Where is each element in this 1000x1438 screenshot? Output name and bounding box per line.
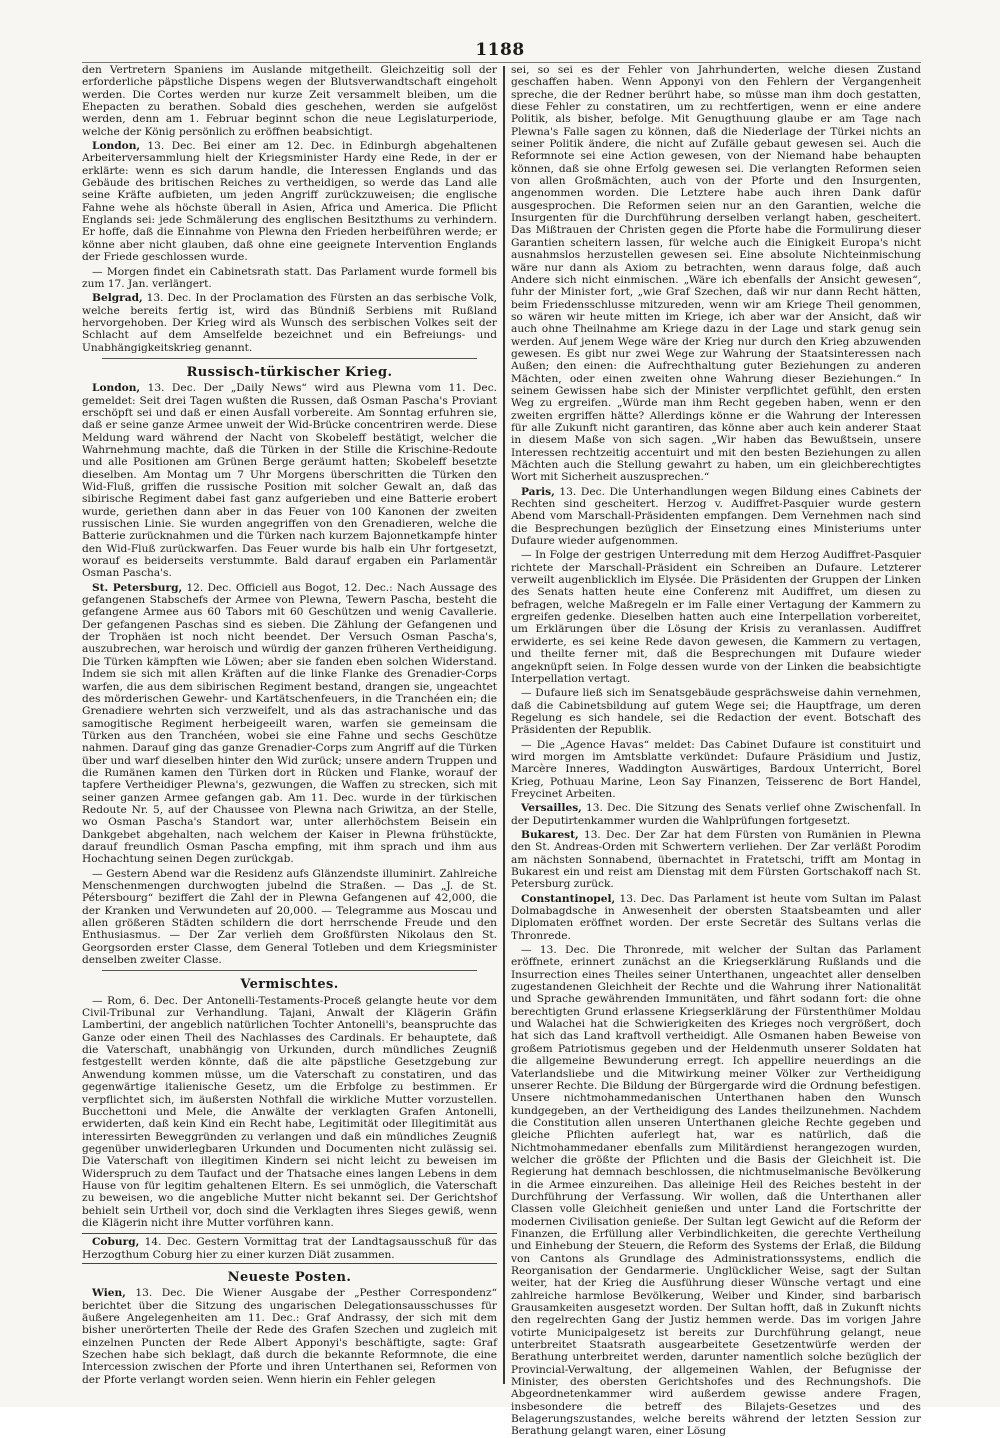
article-paris-text: 13. Dec. Die Unterhandlungen wegen Bildung eines Cabinets der Rechten sind gescheitert. Herzog v. Audiffret-Pasquier wurde gestern Abend vom Marschall-Präsidenten empfangen. Dem Vernehmen nach sind die Besprechungen bezüglich der Einsetzung eines Ministeriums unter Dufaure wieder aufgenommen. bbox=[511, 485, 921, 548]
page-number: 1188 bbox=[475, 40, 525, 60]
dateline-constantinopel: Constantinopel, bbox=[521, 892, 616, 905]
article-petersburg-text: 12. Dec. Officiell aus Bogot, 12. Dec.: Nach Aussage des gefangenen Stabschefs der Armee von Plewna, Tewern Pascha, besteht die gefangene Armee aus 60 Tabors mit 60 Geschützen und wenig Cavallerie. Der gefangenen Paschas sind es sieben. Die Zählung der Gefangenen und der Trophäen ist noch nicht beendet. Der Versuch Osman Pascha's, auszubrechen, war heroisch und würdig der ganzen früheren Vertheidigung. Die Türken kämpften wie Löwen; aber sie fanden eben solchen Widerstand. Indem sie sich mit allen Kräften auf die linke Flanke des Grenadier-Corps warfen, die aus dem sibirischen Regiment bestand, drangen sie, ungeachtet des mörderischen Gewehr- und Kartätschenfeuers, in die Tranchéen ein; die Grenadiere wehrten sich verzweifelt, und als das astrachanische und das samogitische Regiment herbeigeeilt waren, warfen sie gemeinsam die Türken aus den Tranchéen, wobei sie eine Fahne und sechs Geschütze nahmen. Darauf ging das ganze Grenadier-Corps zum Angriff auf die Türken über und warf dieselben hinter den Wid zurück; unsere andern Truppen und die Rumänen kamen den Türken dort in Rücken und Flanke, worauf der tapfere Vertheidiger Plewna's, gezwungen, die Waffen zu strecken, sich mit seiner ganzen Armee gefangen gab. Am 11. Dec. wurde in der türkischen Redoute Nr. 5, auf der Chaussee von Plewna nach Griwitza, an der Stelle, wo Osman Pascha's Standort war, unter allerhöchstem Beisein ein Dankgebet abgehalten, nach welchem der Kaiser in Plewna frühstückte, darauf freundlich Osman Pascha empfing, mit ihm sprach und ihm aus Hochachtung seinen Degen zurückgab. bbox=[82, 581, 498, 866]
article-petersburg-note: — Gestern Abend war die Residenz aufs Glänzendste illuminirt. Zahlreiche Menschenmengen durchwogten jubelnd die Straßen. — Das „J. de St. Pétersbourg“ beziffert die Zahl der in Plewna Gefangenen auf 42,000, die der Kranken und Verwundeten auf 20,000. — Telegramme aus Moscau und allen größeren Städten schildern die dort herrschende Freude und den Enthusiasmus. — Der Zar verlieh dem Großfürsten Nikolaus den St. Georgsorden erster Classe, dem General Totleben und dem Kriegsminister denselben zweiter Classe. bbox=[82, 867, 497, 967]
article-versailles bbox=[511, 802, 921, 827]
section-heading-news: Neueste Posten. bbox=[227, 1269, 352, 1285]
dateline-london: London, bbox=[92, 140, 141, 153]
article-constantinopel-2: — 13. Dec. Die Thronrede, mit welcher der Sultan das Parlament eröffnete, erinnert zunächst an die Kriegserklärung Rußlands und die Insurrection eines Theiles seiner Unterthanen, ungeachtet aller denselben zugestandenen Gleichheit der Rechte und die Wahrung ihrer Nationalität und Sprache gewährenden Immunitäten, und fährt sodann fort: die ohne berechtigten Grund erlassene Kriegserklärung der Fürstenthümer Moldau und Walachei hat die Schwierigkeiten des Krieges noch vergrößert, doch hat sich das Land kraftvoll vertheidigt. Alle Osmanen haben Beweise von großem Patriotismus gegeben und der Heldenmuth unserer Soldaten hat die allgemeine Bewunderung erregt. Ich appellire neuerdings an die Vaterlandsliebe und die Mitwirkung meiner Völker zur Vertheidigung unserer Rechte. Die Bildung der Bürgergarde wird die Ordnung befestigen. Unsere nichtmohammedanischen Unterthanen haben den Wunsch kundgegeben, an der Vertheidigung des Landes theilzunehmen. Nachdem die Constitution allen unseren Unterthanen gleiche Rechte gegeben und gleiche Pflichten auferlegt hat, war es natürlich, daß die Nichtmohammedaner ebenfalls zum Militärdienst herangezogen wurden, welcher die größte der Pflichten und die Basis der Gleichheit ist. Die Regierung hat demnach beschlossen, die nichtmuselmanische Bevölkerung in die Armee einzureihen. Das alleinige Heil des Reiches besteht in der Durchführung der Verfassung. Wir wollen, daß die Unterthanen aller Classen volle Gleichheit genießen und unter Land die Fortschritte der modernen Civilisation genieße. Der Sultan legt Gewicht auf die Reform der Finanzen, die Erfüllung aller Verbindlichkeiten, die gerechte Vertheilung und Einhebung der Steuern, die Reform des Systems der Erlaß, die Bildung von Cantons als Grundlage des Administrationssystems, endlich die Reorganisation der Gendarmerie. Unglücklicher Weise, sagt der Sultan weiter, hat der Krieg die Ausführung dieser Wünsche vertagt und eine zahlreiche harmlose Bevölkerung, Weiber und Kinder, sind barbarisch Grausamkeiten ausgesetzt worden. Der Sultan hofft, daß in Zukunft nichts den regelrechten Gang der Justiz hemmen werde. Das im vorigen Jahre votirte Municipalgesetz ist bereits zur Durchführung gelangt, neue unterbreitet Staatsrath ausgearbeitete Gesetzentwürfe werden der Berathung unterbreitet werden, darunter namentlich solche bezüglich der Provincial-Verwaltung, der allgemeinen Wahlen, der Befugnisse der Minister, des obersten Gerichtshofes und des Rechnungshofs. Die Abgeordnetenkammer wird außerdem gewisse andere Fragen, insbesondere die betreff des Bilajets-Gesetzes und des Belagerungszustandes, welche bereits während der letzten Session zur Berathung gelangt waren, einer Lösung bbox=[511, 944, 921, 1438]
article-london-war-text: 13. Dec. Der „Daily News“ wird aus Plewna vom 11. Dec. gemeldet: Seit drei Tagen wußten die Russen, daß Osman Pascha's Proviant erschöpft sei und daß er einen Ausfall vorbereite. Am Sonntag erfuhren sie, daß er seine ganze Armee unweit der Wid-Brücke concentriren werde. Diese Meldung ward während der Nacht von Skobeleff bestätigt, welcher die Wahrnehmung machte, daß die Türken in der Stille die Krischine-Redoute und alle Positionen am Grünen Berge geräumt hatten; Skobeleff besetzte dieselben. Am Montag um 7 Uhr Morgens überschritten die Türken den Wid-Fluß, griffen die russische Position mit solcher Gewalt an, daß das sibirische Regiment dabei fast ganz aufgerieben und eine Batterie erobert wurde, geriethen dann aber in das Feuer von 100 Kanonen der zweiten russischen Linie. Sie wurden angegriffen von den Grenadieren, welche die Batterie zurücknahmen und die Türken nach kurzem Bajonnetkampfe hinter den Wid-Fluß zurückwarfen. Das Feuer wurde bis halb ein Uhr fortgesetzt, worauf es beiderseits verstummte. Bald darauf ergaben ein Parlamentär Osman Pascha's. bbox=[82, 382, 497, 580]
article-rom: — Rom, 6. Dec. Der Antonelli-Testaments-Proceß gelangte heute vor dem Civil-Tribunal zur Verhandlung. Tajani, Anwalt der Klägerin Gräfin Lambertini, der angeblich natürlichen Tochter Antonelli's, beanspruchte das Ganze oder einen Theil des Nachlasses des Cardinals. Er behauptete, daß die Vaterschaft, unabhängig von Urkunden, durch mündliches Zeugniß festgestellt werden könnte, daß die alte päpstliche Gesetzgebung zur Anwendung kommen müsse, um die Vaterschaft zu constatiren, und das gegenwärtige italienische Gesetz, um die Erbfolge zu bestimmen. Er verpflichtet sich, im äußersten Nothfall die wirkliche Mutter vorzustellen. Bucchettoni und Mele, die Anwälte der verklagten Grafen Antonelli, erwiderten, daß kein Kind ein Recht habe, Legitimität oder Illegitimität aus interessirten Beweggründen zu verlangen und daß ein mündliches Zeugniß gegenüber unwiderlegbaren Urkunden und Documenten nicht zulässig sei. Die Vaterschaft von illegitimen Kindern sei nicht leicht zu beweisen im Widerspruch zu dem Taufact und der Thatsache eines langen Lebens in dem Hause von für legitim gehaltenen Eltern. Es sei unmöglich, die Vaterschaft zu beweisen, wo die angebliche Mutter nicht bekannt sei. Der Gerichtshof behielt sein Urtheil vor, doch sind die Verklagten ihres Sieges gewiß, wenn die Klägerin nicht ihre Mutter vorführen kann. bbox=[82, 994, 497, 1229]
dateline-coburg: Coburg, bbox=[92, 1236, 140, 1249]
article-spain-continued: den Vertretern Spaniens im Auslande mitgetheilt. Gleichzeitig soll der erforderliche päpstliche Dispens wegen der Blutsverwandtschaft eingeholt werden. Die Cortes werden nur kurze Zeit versammelt bleiben, um die Ehepacten zu berathen. Sobald dies geschehen, werden sie aufgelöst werden, denn am 1. Februar beginnt schon die neue Legislaturperiode, welche der König persönlich zu eröffnen beabsichtigt. bbox=[82, 64, 497, 138]
section-heading-war: Russisch-türkischer Krieg. bbox=[186, 364, 393, 380]
article-london bbox=[82, 140, 497, 263]
dateline-london-war: London, bbox=[92, 382, 141, 395]
article-versailles-text: 13. Dec. Die Sitzung des Senats verlief ohne Zwischenfall. In der Deputirtenkammer wurden die Wahlprüfungen fortgesetzt. bbox=[511, 802, 921, 827]
dateline-paris: Paris, bbox=[521, 485, 555, 498]
article-wien-continued: sei, so sei es der Fehler von Jahrhunderten, welche diesen Zustand geschaffen haben. Wenn Apponyi von den Fehlern der Vergangenheit spreche, die der Redner berührt habe, so müsse man ihm doch gestatten, diese Fehler zu constatiren, um zu rechtfertigen, wenn er eine andere Politik, als bisher, befolge. Mit Genugthuung glaube er am Tage nach Plewna's Falle sagen zu können, daß die Niederlage der Türkei nichts an seiner Politik ändere, die nicht auf Zufälle gebaut gewesen sei. Auch die Reformnote sei eine Action gewesen, von der Niemand habe behaupten können, daß sie ohne Erfolg gewesen sei. Die verlangten Reformen seien von allen Großmächten, auch von der Pforte und den Insurgenten, angenommen worden. Die Letztere habe auch ihren Dank dafür ausgesprochen. Die Reformen seien nur an den Garantien, welche die Insurgenten für die Durchführung derselben verlangt haben, gescheitert. Das Mißtrauen der Christen gegen die Pforte habe die Formulirung dieser Garantien scheitern lassen, für welche auch die Einigkeit Europa's nicht ausnahmslos herzustellen gewesen sei. Eine absolute Nichteinmischung wäre nur dann als Axiom zu betrachten, wenn daraus folge, daß auch Andere sich nicht einmischen. „Wäre ich ebenfalls der Ansicht gewesen“, fuhr der Minister fort, „wie Graf Szechen, daß wir nur dann Recht hätten, beim Friedensschlusse mitzureden, wenn wir am Kriege Theil genommen, so wären wir heute mitten im Kriege, ich aber war der Ansicht, daß wir auch ohne Theilnahme am Kriege dazu in der Lage und stark genug sein werden. Auf jenem Wege wäre der Krieg nur durch den Krieg abzuwenden gewesen. Es gibt nur zwei Wege zur Wahrung der Staatsinteressen nach Außen; den einen: die Aufrechthaltung guter Beziehungen zu anderen Mächten, oder einen zweiten ohne Wahrung dieser Beziehungen.“ In seinem Gewissen habe sich der Minister verpflichtet gefühlt, den ersten Weg zu ergreifen. „Würde man ihm Recht gegeben haben, wenn er den zweiten ergriffen hätte? Allerdings könne er die Wahrung der Interessen für alle Zukunft nicht garantiren, das könne aber auch kein anderer Staat in diesem Maße von sich sagen. „Wir haben das Bewußtsein, unsere Interessen rechtzeitig accentuirt und mit den besten Beziehungen zu allen Mächten auch die Stellung gewahrt zu haben, um ein gleichberechtigtes Wort mit Sicherheit auszusprechen.“ bbox=[511, 64, 921, 484]
left-column bbox=[82, 64, 498, 1386]
dateline-wien: Wien, bbox=[92, 1287, 126, 1300]
article-bukarest bbox=[511, 829, 921, 891]
section-rule bbox=[102, 970, 477, 971]
article-london-note: — Morgen findet ein Cabinetsrath statt. Das Parlament wurde formell bis zum 17. Jan. verlängert. bbox=[82, 265, 497, 290]
article-wien-text: 13. Dec. Die Wiener Ausgabe der „Pesther Correspondenz“ berichtet über die Sitzung des ungarischen Delegationsausschusses für äußere Angelegenheiten am 11. Dec.: Graf Andrassy, der sich mit dem bisher unerörterten Theile der Rede des Grafen Szechen und zugleich mit einzelnen Puncten der Rede Albert Apponyi's beschäftigte, sagte: Graf Szechen habe sich beklagt, daß durch die bekannte Reformnote, die eine Intercession zwischen der Pforte und ihren Unterthanen sei, Reformen von der Pforte verlangt worden seien. Wenn hierin ein Fehler gelegen bbox=[82, 1287, 497, 1386]
article-belgrad-text: 13. Dec. In der Proclamation des Fürsten an das serbische Volk, welche bereits fertig ist, wird das Bündniß Serbiens mit Rußland hervorgehoben. Der Krieg wird als Wunsch des serbischen Volkes seit der Schlacht auf dem Amselfelde bezeichnet und ein Befreiungs- und Unabhängigkeitskrieg genannt. bbox=[82, 292, 497, 354]
dateline-bukarest: Bukarest, bbox=[521, 828, 579, 841]
section-rule bbox=[102, 358, 477, 359]
column-divider bbox=[503, 66, 505, 1384]
article-wien bbox=[82, 1287, 497, 1386]
article-paris bbox=[511, 486, 921, 548]
article-coburg bbox=[82, 1233, 497, 1264]
article-petersburg bbox=[82, 582, 497, 866]
article-constantinopel-text: 13. Dec. Das Parlament ist heute vom Sultan im Palast Dolmabagdsche in Anwesenheit der obersten Staatsbeamten und aller Diplomaten eröffnet worden. Der erste Secretär des Sultans verlas die Thronrede. bbox=[511, 892, 921, 942]
right-column bbox=[511, 64, 921, 1438]
article-bukarest-text: 13. Dec. Der Zar hat dem Fürsten von Rumänien in Plewna den St. Andreas-Orden mit Schwertern verliehen. Der Zar verläßt Porodim am nächsten Sonnabend, übernachtet in Fratetschi, trifft am Montag in Bukarest ein und reist am Dienstag mit dem Fürsten Gortschakoff nach St. Petersburg zurück. bbox=[511, 828, 921, 891]
section-heading-misc: Vermischtes. bbox=[240, 977, 339, 993]
dateline-petersburg: St. Petersburg, bbox=[92, 581, 183, 594]
article-coburg-text: 14. Dec. Gestern Vormittag trat der Landtagsausschuß für das Herzogthum Coburg hier zu einer kurzen Diät zusammen. bbox=[82, 1236, 497, 1261]
top-rule bbox=[82, 62, 921, 63]
dateline-versailles: Versailles, bbox=[521, 802, 582, 815]
article-london-war bbox=[82, 382, 497, 580]
article-paris-3: — Dufaure ließ sich im Senatsgebäude gesprächsweise dahin vernehmen, daß die Cabinetsbildung auf gutem Wege sei; die Hauptfrage, um deren Regelung es sich handele, sei die Redaction der event. Botschaft des Präsidenten der Republik. bbox=[511, 687, 921, 737]
dateline-belgrad: Belgrad, bbox=[92, 292, 143, 305]
article-constantinopel bbox=[511, 893, 921, 942]
article-london-text: 13. Dec. Bei einer am 12. Dec. in Edinburgh abgehaltenen Arbeiterversammlung hielt der Kriegsminister Hardy eine Rede, in der er erklärte: wenn es sich darum handle, die Interessen Englands und das Gebäude des britischen Reiches zu vertheidigen, so werde das Land alle seine Kräfte aufbieten, um jeden Angriff zurückzuweisen; die englische Fahne wehe als höchste überall in Asien, Africa und America. Die Pflicht Englands sei: jede Schmälerung des englischen Besitzthums zu verhindern. Er hoffe, daß die Einnahme von Plewna den Frieden herbeiführen werde; er könne aber nicht glauben, daß ohne eine geeignete Intervention Englands der Friede geschlossen wurde. bbox=[82, 140, 498, 264]
article-paris-2: — In Folge der gestrigen Unterredung mit dem Herzog Audiffret-Pasquier richtete der Marschall-Präsident ein Schreiben an Dufaure. Letzterer verweilt augenblicklich im Elysée. Die Präsidenten der Gruppen der Linken des Senats hatten heute eine Conferenz mit Audiffret, um diesen zu befragen, welche Maßregeln er im Falle einer Vertagung der Kammern zu ergreifen gedenke. Dieselben hatten auch eine Interpellation vorbereitet, um Erklärungen über die Lösung der Krisis zu veranlassen. Audiffret erwiderte, es sei keine Rede davon gewesen, die Kammern zu vertagen, und theilte ferner mit, daß die Besprechungen mit Dufaure wieder angeknüpft seien. In Folge dessen wurde von der Linken die beabsichtigte Interpellation vertagt. bbox=[511, 549, 921, 685]
article-paris-4: — Die „Agence Havas“ meldet: Das Cabinet Dufaure ist constituirt und wird morgen im Amtsblatte verkündet: Dufaure Präsidium und Justiz, Marcère Inneres, Waddington Auswärtiges, Bardoux Unterricht, Borel Krieg, Pothuau Marine, Leon Say Finanzen, Teisserenc de Bort Handel, Freycinet Arbeiten. bbox=[511, 738, 921, 800]
article-belgrad bbox=[82, 292, 497, 354]
